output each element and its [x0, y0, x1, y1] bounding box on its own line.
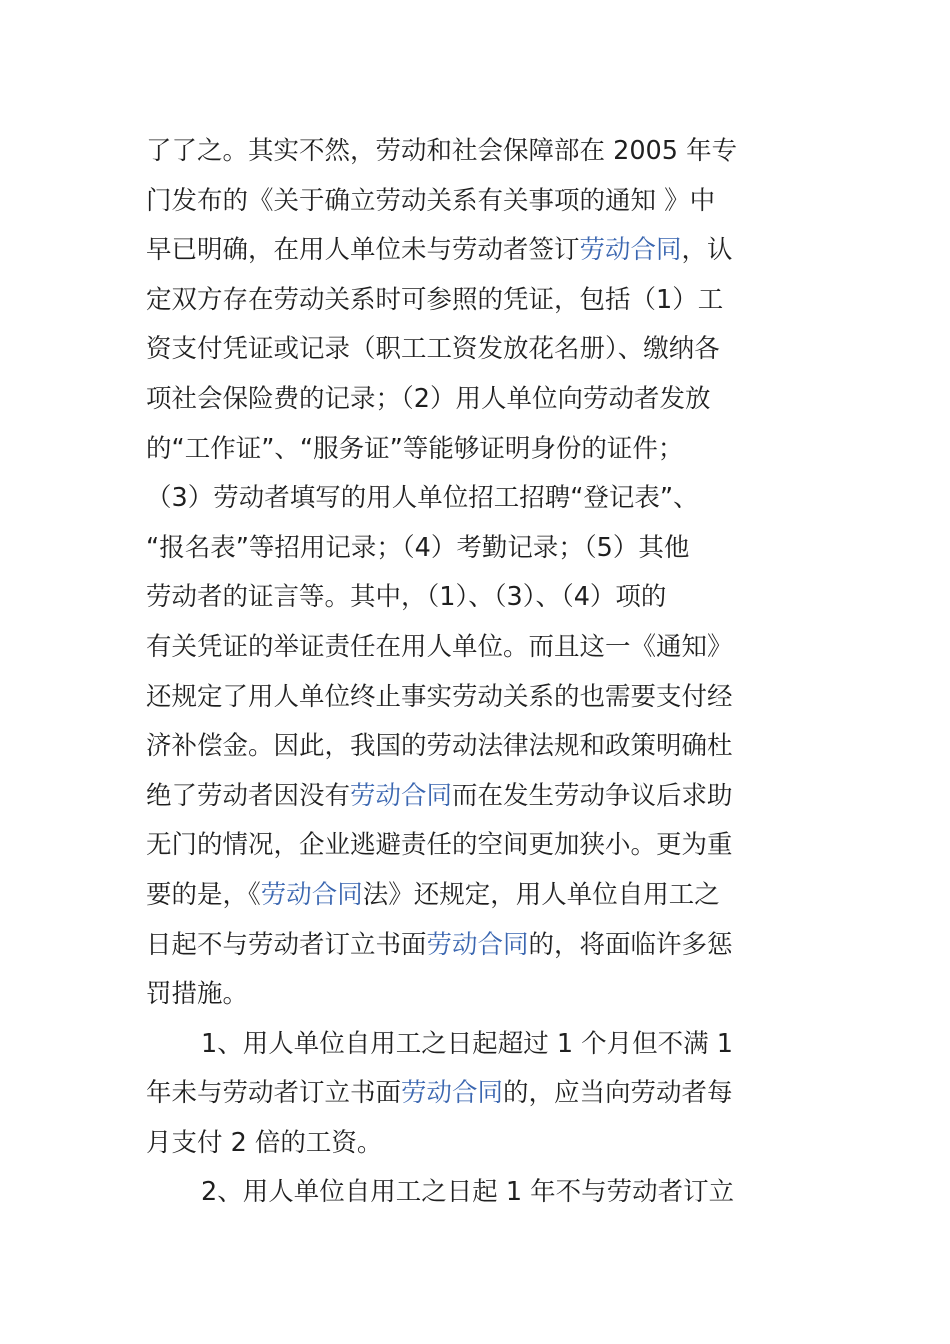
text-line: [146, 921, 806, 971]
text-span: 定双方存在劳动关系时可参照的凭证，包括（1）工: [146, 284, 724, 315]
text-span: “报名表”等招用记录；（4）考勤记录；（5）其他: [146, 532, 690, 563]
text-span: 罚措施。: [146, 979, 249, 1010]
text-line: [146, 524, 806, 574]
body-text: [146, 127, 806, 1218]
text-span: 绝了劳动者因没有: [146, 780, 351, 811]
text-line: [146, 821, 806, 871]
text-span: 要的是，《: [146, 879, 261, 910]
link-labor-contract[interactable]: 劳动合同: [260, 879, 363, 910]
text-line: [146, 226, 806, 276]
text-span: 有关凭证的举证责任在用人单位。而且这一《通知》: [146, 631, 733, 662]
text-span: 还规定了用人单位终止事实劳动关系的也需要支付经: [146, 681, 733, 712]
text-span: 月支付 2 倍的工资。: [146, 1127, 383, 1158]
text-span: 年未与劳动者订立书面: [146, 1078, 402, 1109]
text-line: [146, 1168, 806, 1218]
text-span: 济补偿金。因此，我国的劳动法律法规和政策明确杜: [146, 731, 733, 762]
text-span: 日起不与劳动者订立书面: [146, 929, 427, 960]
link-labor-contract[interactable]: 劳动合同: [401, 1078, 504, 1109]
text-line: [146, 425, 806, 475]
link-labor-contract[interactable]: 劳动合同: [579, 235, 682, 266]
link-labor-contract[interactable]: 劳动合同: [426, 929, 529, 960]
text-span: 的，将面临许多惩: [528, 929, 733, 960]
text-span: 无门的情况，企业逃避责任的空间更加狭小。更为重: [146, 830, 733, 861]
text-line: [146, 673, 806, 723]
text-line: [146, 1119, 806, 1169]
text-line: [146, 325, 806, 375]
text-span: 的，应当向劳动者每: [503, 1078, 733, 1109]
text-line: [146, 623, 806, 673]
text-span: 资支付凭证或记录（职工工资发放花名册）、缴纳各: [146, 334, 720, 365]
text-line: [146, 722, 806, 772]
text-span: 早已明确，在用人单位未与劳动者签订: [146, 235, 580, 266]
text-line: [146, 573, 806, 623]
text-line: [146, 375, 806, 425]
text-line: [146, 1069, 806, 1119]
text-span: 而在发生劳动争议后求助: [452, 780, 733, 811]
text-span: 2、用人单位自用工之日起 1 年不与劳动者订立: [201, 1177, 735, 1208]
text-line: [146, 871, 806, 921]
text-span: 劳动者的证言等。其中，（1）、（3）、（4）项的: [146, 582, 667, 613]
text-line: [146, 127, 806, 177]
text-span: 了了之。其实不然，劳动和社会保障部在 2005 年专: [146, 136, 738, 166]
text-line: [146, 1020, 806, 1070]
text-span: （3）劳动者填写的用人单位招工招聘“登记表”、: [146, 483, 699, 514]
text-span: 的“工作证”、“服务证”等能够证明身份的证件；: [146, 433, 684, 464]
text-line: [146, 772, 806, 822]
text-line: [146, 970, 806, 1020]
text-span: 门发布的《关于确立劳动关系有关事项的通知 》中: [146, 185, 716, 216]
link-labor-contract[interactable]: 劳动合同: [350, 780, 453, 811]
text-line: [146, 276, 806, 326]
text-line: [146, 177, 806, 227]
text-span: 1、用人单位自用工之日起超过 1 个月但不满 1: [201, 1028, 733, 1059]
text-span: 法》还规定，用人单位自用工之: [362, 879, 720, 910]
text-span: ，认: [681, 235, 733, 266]
text-line: [146, 474, 806, 524]
text-span: 项社会保险费的记录；（2）用人单位向劳动者发放: [146, 383, 711, 414]
